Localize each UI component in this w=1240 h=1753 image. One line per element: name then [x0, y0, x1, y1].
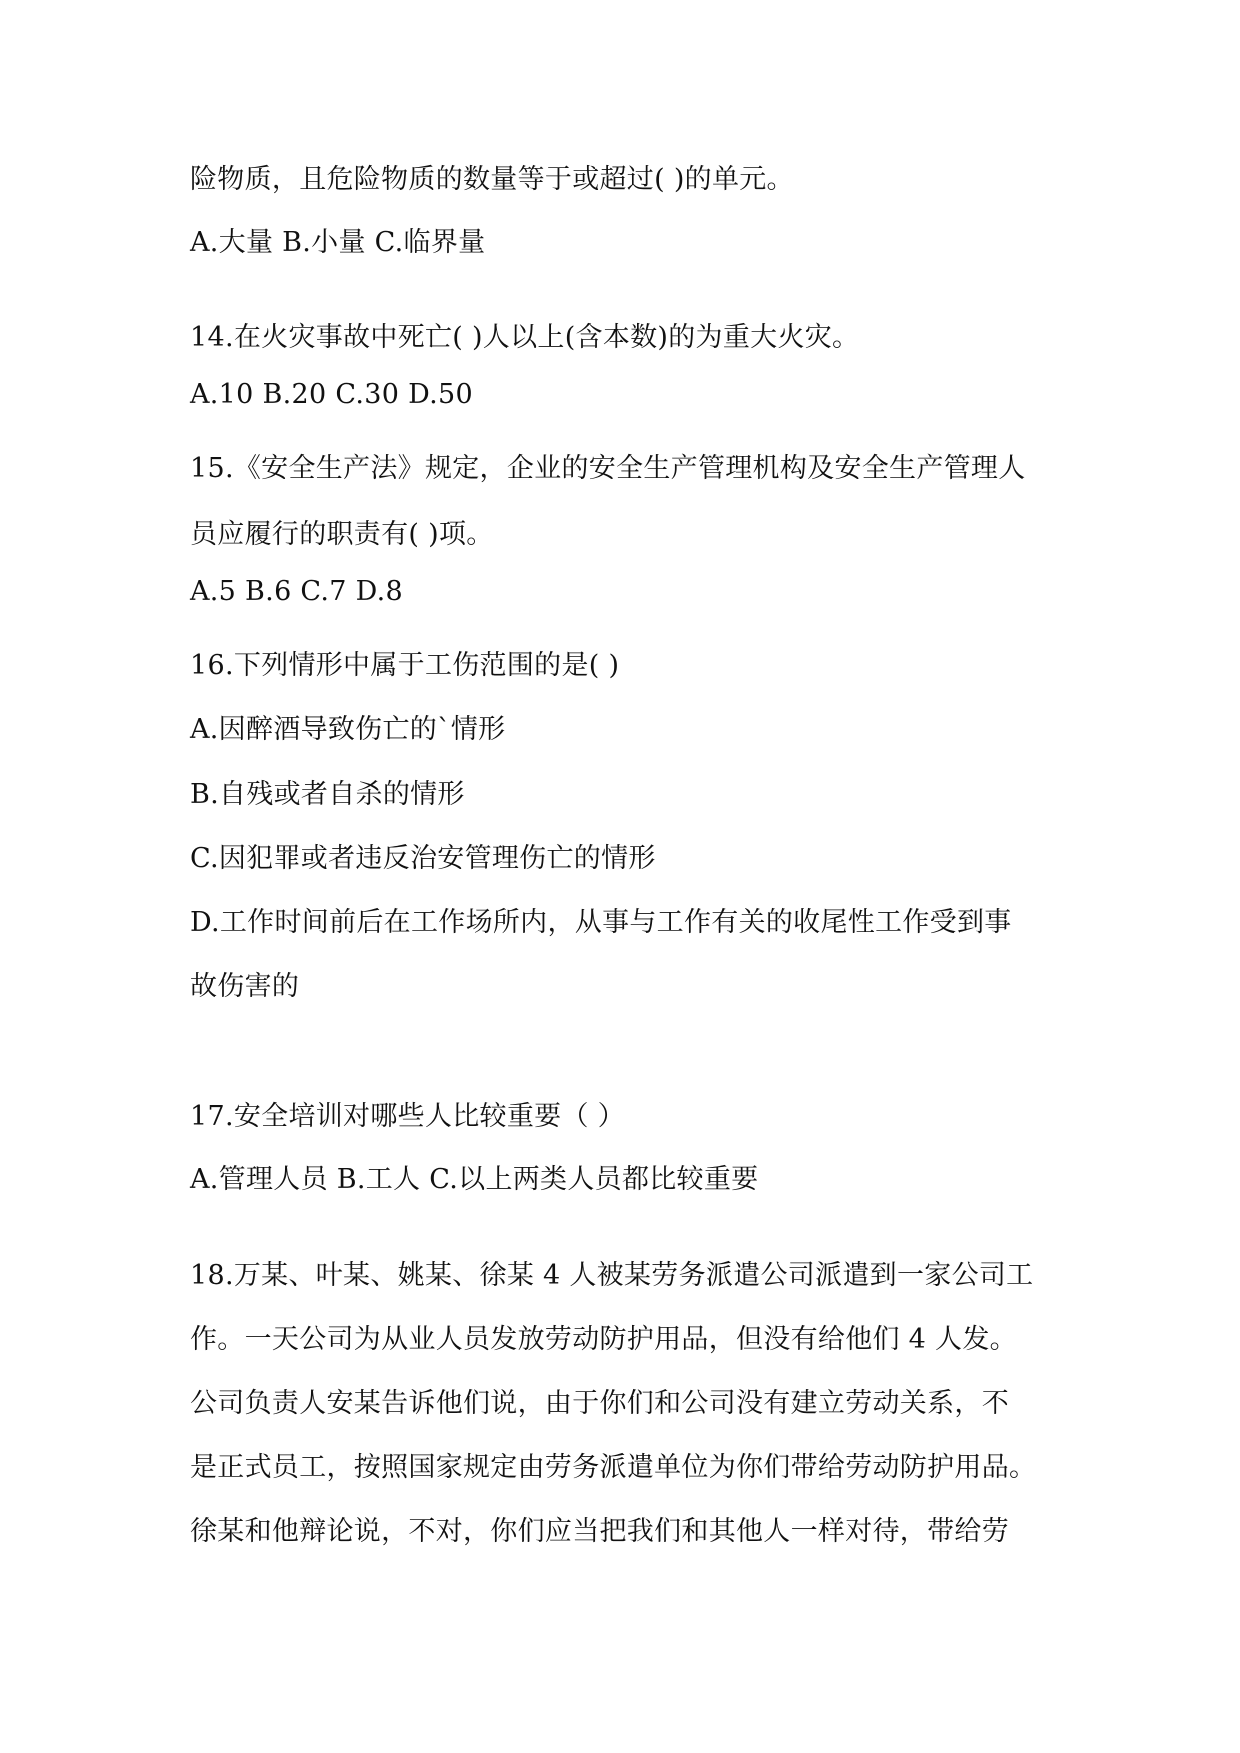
- q15-stem-continuation: 员应履行的职责有( )项。: [190, 519, 494, 550]
- q18-stem-line-2: 作。一天公司为从业人员发放劳动防护用品，但没有给他们 4 人发。: [190, 1324, 1017, 1355]
- q17-options: A.管理人员 B.工人 C.以上两类人员都比较重要: [190, 1164, 759, 1195]
- q18-stem-line-4: 是正式员工，按照国家规定由劳务派遣单位为你们带给劳动防护用品。: [190, 1452, 1037, 1483]
- q13-stem-continuation: 险物质，且危险物质的数量等于或超过( )的单元。: [190, 164, 794, 195]
- q16-option-d: D.工作时间前后在工作场所内，从事与工作有关的收尾性工作受到事: [190, 907, 1012, 938]
- q15-options: A.5 B.6 C.7 D.8: [190, 576, 404, 607]
- q16-option-b: B.自残或者自杀的情形: [190, 779, 465, 810]
- q14-stem: 14.在火灾事故中死亡( )人以上(含本数)的为重大火灾。: [190, 322, 860, 353]
- q14-options: A.10 B.20 C.30 D.50: [190, 379, 473, 410]
- q16-option-a: A.因醉酒导致伤亡的`情形: [190, 714, 506, 745]
- q18-stem-line-1: 18.万某、叶某、姚某、徐某 4 人被某劳务派遣公司派遣到一家公司工: [190, 1260, 1034, 1291]
- q16-stem: 16.下列情形中属于工伤范围的是( ): [190, 650, 620, 681]
- q16-option-c: C.因犯罪或者违反治安管理伤亡的情形: [190, 843, 656, 874]
- q18-stem-line-5: 徐某和他辩论说，不对，你们应当把我们和其他人一样对待，带给劳: [190, 1516, 1009, 1547]
- q15-stem: 15.《安全生产法》规定，企业的安全生产管理机构及安全生产管理人: [190, 453, 1026, 484]
- q17-stem: 17.安全培训对哪些人比较重要（ ）: [190, 1101, 625, 1132]
- q16-option-d-continuation: 故伤害的: [190, 971, 300, 1002]
- q18-stem-line-3: 公司负责人安某告诉他们说，由于你们和公司没有建立劳动关系，不: [190, 1388, 1009, 1419]
- q13-options: A.大量 B.小量 C.临界量: [190, 227, 486, 258]
